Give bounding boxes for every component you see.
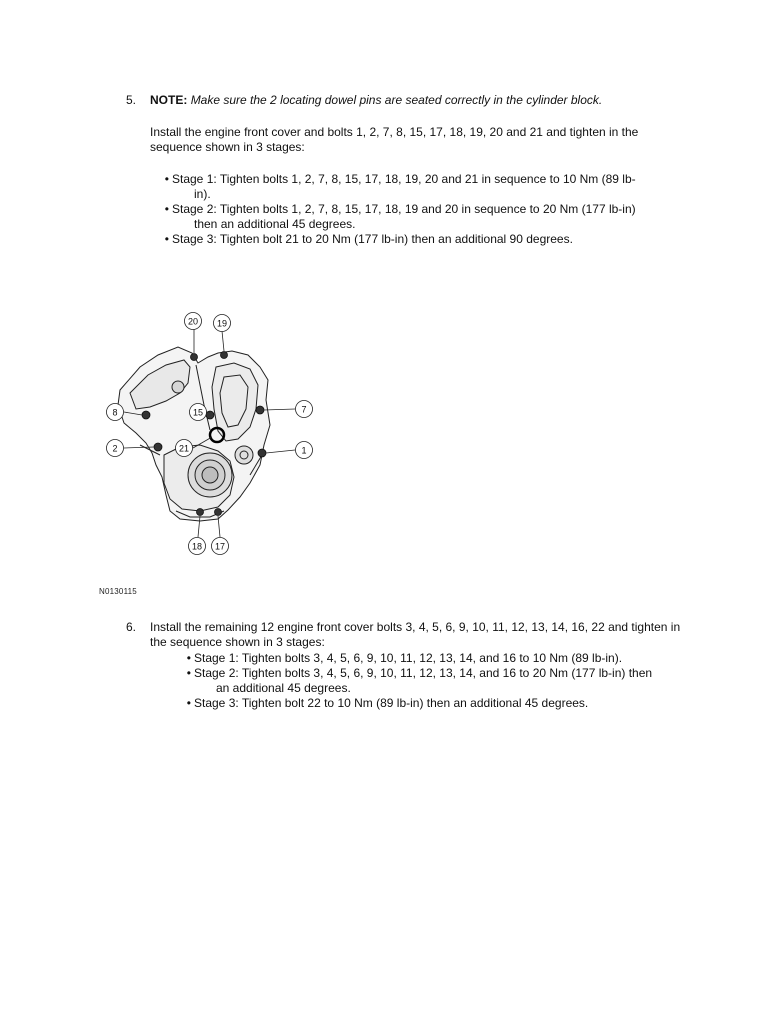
callout-2 (107, 440, 124, 457)
stage-text: Stage 2: Tighten bolts 1, 2, 7, 8, 15, 17, 18, 19 and 20 in sequence to 20 Nm (177 lb-in) (172, 202, 636, 216)
svg-text:21: 21 (178, 443, 190, 454)
step-number: 6. (126, 620, 137, 634)
figure-caption: N0130115 (99, 587, 137, 596)
bullet: • (164, 202, 169, 216)
svg-text:19: 19 (216, 318, 228, 329)
stage-item (172, 651, 686, 666)
stage-list (172, 651, 686, 711)
step-number: 5. (126, 93, 137, 107)
step-body (150, 620, 686, 711)
callout-19 (214, 315, 231, 332)
callout-1 (296, 442, 313, 459)
stage-text-cont: in). (194, 187, 211, 201)
callout-20 (185, 313, 202, 330)
engine-front-cover-diagram (100, 305, 325, 560)
stage-text: Stage 3: Tighten bolt 22 to 10 Nm (89 lb-in) then an additional 45 degrees. (194, 696, 589, 710)
stage-list (150, 172, 686, 247)
stage-item (150, 172, 686, 202)
stage-text-cont: then an additional 45 degrees. (194, 217, 356, 231)
callout-7 (296, 401, 313, 418)
svg-text:8: 8 (112, 407, 118, 418)
svg-text:2: 2 (112, 443, 118, 454)
step-5 (126, 93, 686, 247)
stage-text: Stage 1: Tighten bolts 3, 4, 5, 6, 9, 10, 11, 12, 13, 14, and 16 to 10 Nm (89 lb-in). (194, 651, 623, 665)
callout-18 (189, 538, 206, 555)
stage-text: Stage 2: Tighten bolts 3, 4, 5, 6, 9, 10, 11, 12, 13, 14, and 16 to 20 Nm (177 lb-in) then (194, 666, 653, 680)
stage-item (172, 696, 686, 711)
note-label: NOTE: (150, 93, 188, 107)
svg-text:20: 20 (187, 316, 199, 327)
callout-17 (212, 538, 229, 555)
bullet: • (186, 666, 191, 680)
stage-text: Stage 3: Tighten bolt 21 to 20 Nm (177 lb-in) then an additional 90 degrees. (172, 232, 573, 246)
svg-text:18: 18 (191, 541, 203, 552)
svg-text:15: 15 (192, 407, 204, 418)
note-text: Make sure the 2 locating dowel pins are seated correctly in the cylinder block. (190, 93, 603, 107)
note (150, 93, 686, 108)
stage-text: Stage 1: Tighten bolts 1, 2, 7, 8, 15, 17, 18, 19, 20 and 21 in sequence to 10 Nm (89 lb- (172, 172, 636, 186)
step-body (150, 93, 686, 247)
step-intro: Install the remaining 12 engine front cover bolts 3, 4, 5, 6, 9, 10, 11, 12, 13, 14, 16, 22 and tighten in the sequence shown in 3 stages: (150, 620, 681, 649)
stage-item (150, 202, 686, 232)
stage-text-cont: an additional 45 degrees. (216, 681, 351, 695)
step-intro: Install the engine front cover and bolts 1, 2, 7, 8, 15, 17, 18, 19, 20 and 21 and tighten in the sequence shown in 3 stages: (150, 125, 639, 154)
stage-item (172, 666, 686, 696)
svg-text:1: 1 (301, 445, 307, 456)
stage-item (150, 232, 686, 247)
bullet: • (164, 232, 169, 246)
bullet: • (164, 172, 169, 186)
callout-15 (190, 404, 207, 421)
callout-21 (176, 440, 193, 457)
svg-text:7: 7 (301, 404, 307, 415)
bullet: • (186, 651, 191, 665)
callout-8 (107, 404, 124, 421)
step-6 (126, 620, 686, 711)
bullet: • (186, 696, 191, 710)
svg-text:17: 17 (214, 541, 226, 552)
